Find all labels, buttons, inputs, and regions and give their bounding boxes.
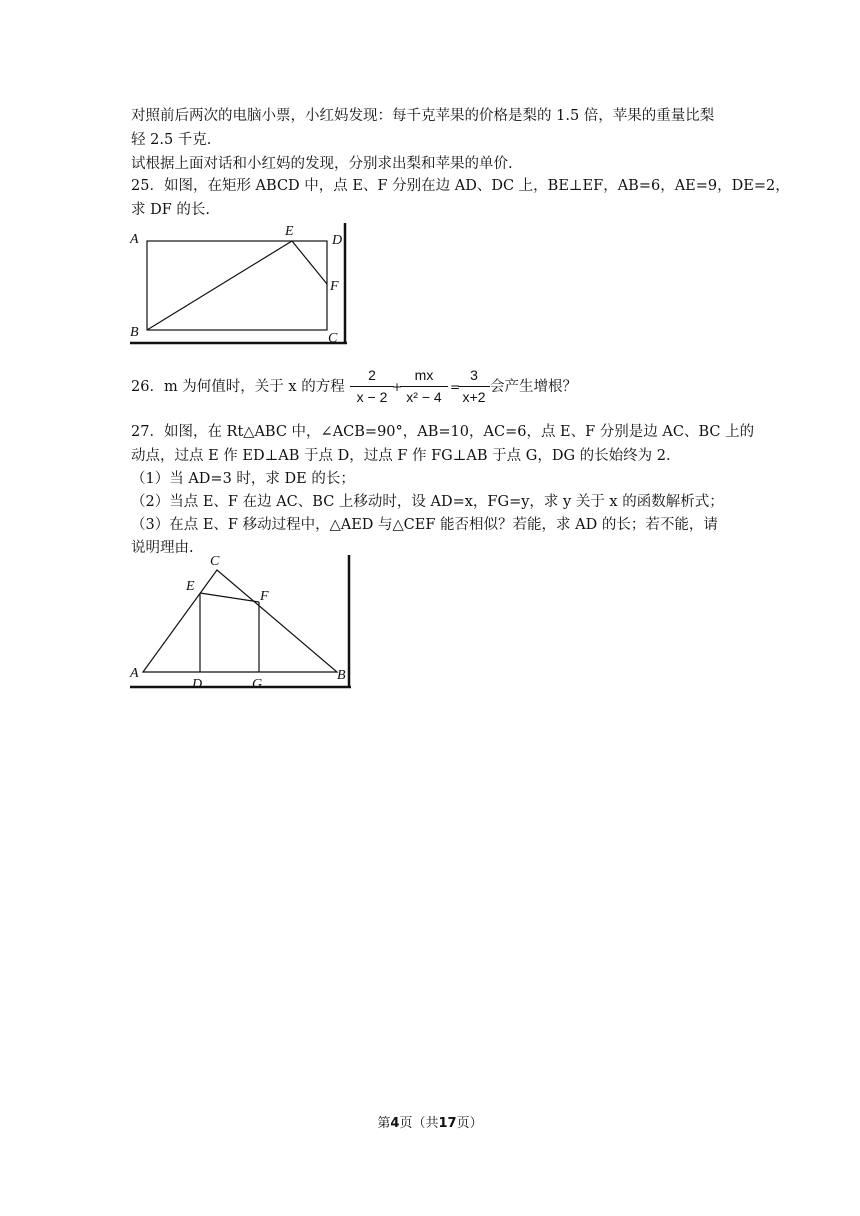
fraction-1-denominator: x − 2 [356, 389, 388, 405]
problem24-line3: 试根据上面对话和小红妈的发现，分别求出梨和苹果的单价. [131, 156, 513, 172]
operator-plus: + [392, 380, 403, 394]
fraction-2-denominator: x² − 4 [406, 389, 442, 405]
fraction-1-bar [350, 386, 394, 387]
label-f: F [260, 589, 269, 604]
problem27-line4: （2）当点 E、F 在边 AC、BC 上移动时，设 AD=x，FG=y，求 y 关于 x 的函数解析式； [131, 494, 724, 510]
label-b: B [130, 325, 139, 340]
label-d: D [332, 233, 343, 248]
rectangle-abcd [147, 241, 327, 330]
segment-ef [292, 241, 327, 284]
problem25-line1: 25．如图，在矩形 ABCD 中，点 E、F 分别在边 AD、DC 上，BE⊥EF，AB=6，AE=9，DE=2， [131, 178, 790, 194]
fraction-1 [350, 366, 394, 406]
footer-mid: 页（共 [399, 1116, 439, 1131]
label-b: B [337, 668, 346, 683]
fraction-3-denominator: x+2 [462, 389, 486, 405]
label-e: E [186, 579, 195, 594]
problem24-line1: 对照前后两次的电脑小票，小红妈发现：每千克苹果的价格是梨的 1.5 倍，苹果的重量比梨 [131, 108, 715, 124]
footer-page-number: 4 [390, 1116, 400, 1131]
label-f: F [330, 279, 339, 294]
rectangle-figure [128, 220, 353, 346]
fraction-2 [400, 366, 448, 406]
triangle-figure [128, 552, 356, 692]
fraction-3-numerator: 3 [470, 367, 478, 383]
fraction-2-bar [400, 386, 448, 387]
problem24-line2: 轻 2.5 千克. [131, 132, 212, 148]
segment-be [147, 241, 292, 330]
triangle-abc [143, 570, 337, 672]
fraction-3 [458, 366, 490, 406]
fraction-1-numerator: 2 [368, 367, 376, 383]
label-a: A [130, 232, 139, 247]
footer-pre: 第 [377, 1116, 391, 1131]
label-g: G [252, 677, 263, 692]
problem27-line6: 说明理由. [131, 540, 194, 556]
footer-post: 页） [456, 1116, 483, 1131]
problem27-line3: （1）当 AD=3 时，求 DE 的长； [131, 471, 355, 487]
problem26-prefix: 26．m 为何值时，关于 x 的方程 [131, 379, 345, 395]
label-e: E [285, 224, 294, 239]
label-c: C [328, 331, 338, 346]
problem27-line5: （3）在点 E、F 移动过程中，△AED 与△CEF 能否相似？若能，求 AD 的长；若不能，请 [131, 517, 718, 533]
problem27-line1: 27．如图，在 Rt△ABC 中，∠ACB=90°，AB=10，AC=6，点 E、F 分别是边 AC、BC 上的 [131, 424, 755, 440]
problem25-line2: 求 DF 的长. [131, 202, 211, 218]
label-c: C [210, 554, 220, 569]
label-d: D [192, 677, 203, 692]
fraction-3-bar [458, 386, 490, 387]
fraction-2-numerator: mx [414, 367, 434, 383]
footer-total-pages: 17 [438, 1116, 457, 1131]
label-a: A [130, 666, 139, 681]
problem27-line2: 动点，过点 E 作 ED⊥AB 于点 D，过点 F 作 FG⊥AB 于点 G，DG 的长始终为 2. [131, 448, 671, 464]
page-footer [0, 1112, 860, 1131]
problem26-suffix: 会产生增根？ [490, 379, 577, 395]
operator-equals: = [450, 380, 461, 394]
